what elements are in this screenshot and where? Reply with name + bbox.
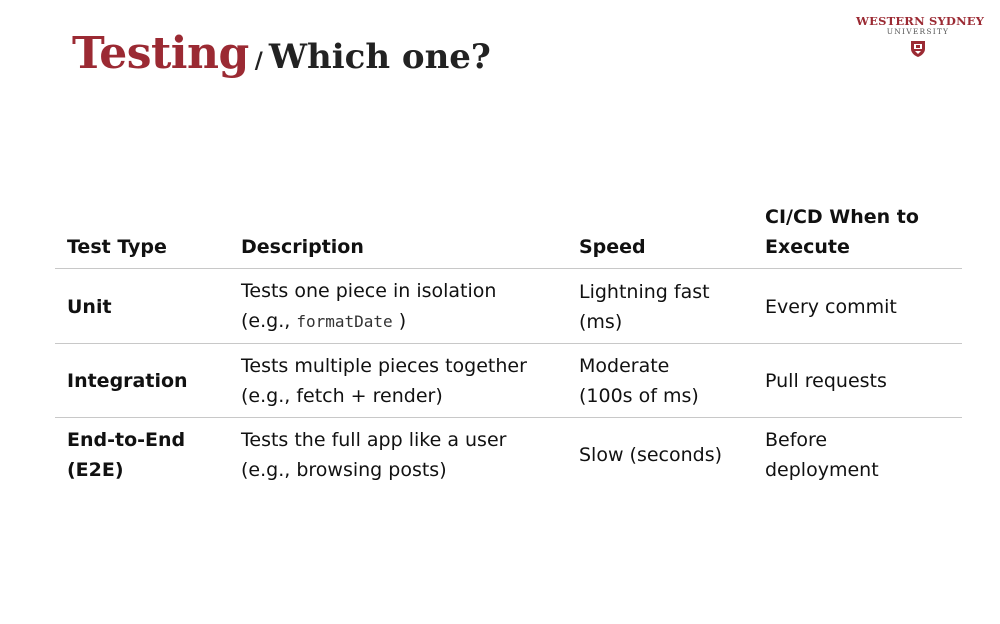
when-line2: deployment	[765, 459, 879, 481]
cell-description	[229, 344, 567, 418]
cell-speed	[567, 344, 753, 418]
header-test-type: Test Type	[55, 196, 229, 269]
cell-speed	[567, 418, 753, 492]
header-cicd-line1: CI/CD When to	[765, 206, 919, 228]
logo-line1: WESTERN SYDNEY	[856, 14, 985, 28]
cell-when	[753, 418, 962, 492]
speed-line2: (100s of ms)	[579, 385, 699, 407]
testing-comparison-table	[55, 196, 962, 491]
type-label: Unit	[67, 295, 112, 318]
table-row	[55, 418, 962, 492]
desc-suffix: )	[392, 310, 407, 332]
speed-line1: Moderate	[579, 355, 670, 377]
speed-line1: Lightning fast	[579, 280, 710, 303]
desc-line2: (e.g.,	[241, 310, 297, 332]
cell-speed	[567, 269, 753, 344]
header-description: Description	[229, 196, 567, 269]
university-crest-icon	[910, 40, 926, 58]
title-subtitle: Which one?	[268, 37, 491, 77]
cell-when	[753, 344, 962, 418]
when-line1: Every commit	[765, 295, 897, 318]
type-label: Integration	[67, 370, 188, 392]
desc-line1: Tests multiple pieces together	[241, 355, 527, 377]
desc-line1: Tests the full app like a user	[241, 429, 507, 451]
cell-test-type	[55, 269, 229, 344]
type-label: End-to-End	[67, 429, 186, 451]
table-row	[55, 269, 962, 344]
cell-test-type	[55, 418, 229, 492]
header-cicd	[753, 196, 962, 269]
desc-code: formatDate	[296, 312, 393, 331]
header-cicd-line2: Execute	[765, 236, 850, 258]
logo-line2: UNIVERSITY	[886, 27, 950, 36]
cell-when	[753, 269, 962, 344]
desc-line1: Tests one piece in isolation	[241, 280, 497, 302]
desc-line2: (e.g., fetch + render)	[241, 385, 443, 407]
cell-test-type	[55, 344, 229, 418]
header-speed: Speed	[567, 196, 753, 269]
slide-title	[72, 28, 491, 79]
table-row	[55, 344, 962, 418]
cell-description	[229, 418, 567, 492]
desc-line2: (e.g., browsing posts)	[241, 459, 447, 481]
university-logo	[856, 14, 985, 58]
speed-line1: Slow (seconds)	[579, 444, 723, 466]
title-main: Testing	[72, 28, 249, 79]
cell-description	[229, 269, 567, 344]
speed-line2: (ms)	[579, 310, 623, 333]
table-header-row	[55, 196, 962, 269]
title-separator: /	[254, 48, 263, 74]
type-label-line2: (E2E)	[67, 459, 124, 481]
when-line1: Pull requests	[765, 370, 887, 392]
when-line1: Before	[765, 429, 828, 451]
